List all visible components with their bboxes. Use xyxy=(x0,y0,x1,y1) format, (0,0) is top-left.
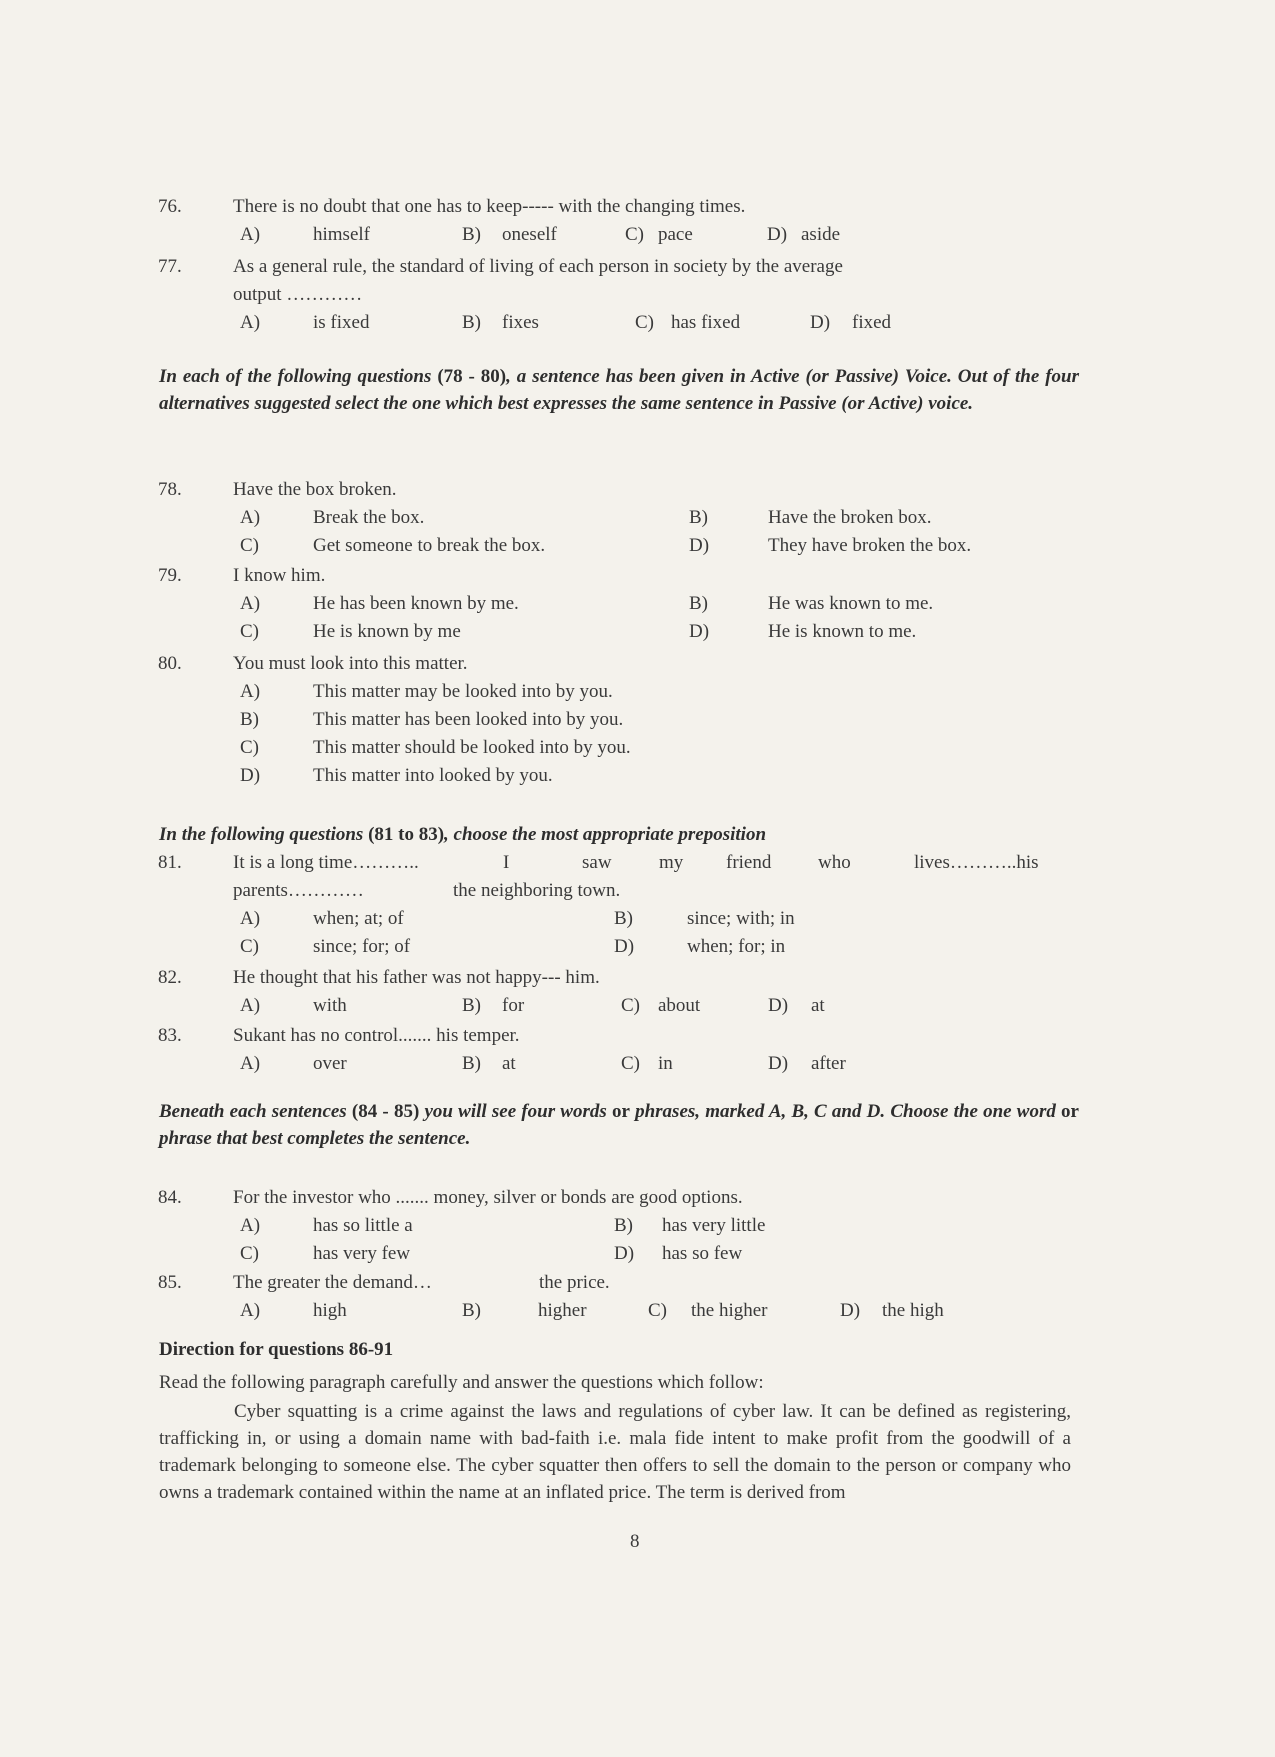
question-stem: As a general rule, the standard of living of each person in society by the average xyxy=(233,256,843,277)
option-text: This matter into looked by you. xyxy=(313,765,553,786)
question-stem: the price. xyxy=(539,1272,610,1293)
options-row xyxy=(0,504,1275,532)
question-number: 80. xyxy=(158,653,182,674)
question-range: (81 to 83) xyxy=(368,824,445,845)
question-stem: There is no doubt that one has to keep----- with the changing times. xyxy=(233,196,746,217)
question-number: 77. xyxy=(158,256,182,277)
option-text: high xyxy=(313,1300,347,1321)
stem-word: who xyxy=(818,852,851,873)
option-text: pace xyxy=(658,224,693,245)
question-range: (84 - 85) xyxy=(351,1101,420,1122)
option-text: in xyxy=(658,1053,673,1074)
option-label: B) xyxy=(462,224,481,245)
instruction-text: Read the following paragraph carefully and answer the questions which follow: xyxy=(159,1372,764,1393)
option-text: with xyxy=(313,995,347,1016)
option-text: when; at; of xyxy=(313,908,404,929)
option-text: Have the broken box. xyxy=(768,507,932,528)
stem-word: friend xyxy=(726,852,772,873)
option-text: He is known to me. xyxy=(768,621,917,642)
question-number: 79. xyxy=(158,565,182,586)
options-row xyxy=(0,532,1275,560)
option-label: A) xyxy=(240,507,261,528)
option-label: B) xyxy=(240,709,259,730)
option-label: B) xyxy=(614,1215,633,1236)
question-stem: Sukant has no control....... his temper. xyxy=(233,1025,520,1046)
option-label: A) xyxy=(240,224,261,245)
options-row xyxy=(0,221,1275,249)
direction-text: In the following questions xyxy=(159,824,369,845)
options-row xyxy=(0,309,1275,337)
option-text: at xyxy=(811,995,825,1016)
question-stem: The greater the demand… xyxy=(233,1272,432,1293)
option-label: A) xyxy=(240,1300,261,1321)
option-text: himself xyxy=(313,224,370,245)
direction-78-80 xyxy=(159,363,1079,417)
stem-word: I xyxy=(503,852,510,873)
question-stem: For the investor who ....... money, silver or bonds are good options. xyxy=(233,1187,743,1208)
option-label: C) xyxy=(240,737,259,758)
option-label: C) xyxy=(240,621,259,642)
options-row xyxy=(0,590,1275,618)
question-81 xyxy=(0,849,1275,961)
question-stem-continued: the neighboring town. xyxy=(453,880,621,901)
stem-word: my xyxy=(659,852,684,873)
option-text: has very little xyxy=(662,1215,766,1236)
option-text: has fixed xyxy=(671,312,741,333)
option-label: B) xyxy=(462,1300,481,1321)
option-text: aside xyxy=(801,224,841,245)
option-label: B) xyxy=(614,908,633,929)
section-heading: Direction for questions 86-91 xyxy=(159,1339,394,1360)
stem-word: lives………..his xyxy=(914,852,1039,873)
question-number: 78. xyxy=(158,479,182,500)
option-text: fixes xyxy=(502,312,539,333)
question-number: 83. xyxy=(158,1025,182,1046)
option-text: after xyxy=(811,1053,846,1074)
option-text: fixed xyxy=(852,312,892,333)
option-label: B) xyxy=(689,507,708,528)
options-row xyxy=(0,1297,1275,1325)
option-label: B) xyxy=(462,312,481,333)
option-label: A) xyxy=(240,995,261,1016)
question-85 xyxy=(0,1269,1275,1325)
option-label: C) xyxy=(621,1053,640,1074)
option-label: D) xyxy=(689,535,710,556)
question-number: 85. xyxy=(158,1272,182,1293)
question-number: 76. xyxy=(158,196,182,217)
option-text: since; for; of xyxy=(313,936,411,957)
direction-text: phrases, marked A, B, C and D. Choose the one word xyxy=(629,1101,1062,1122)
question-76 xyxy=(0,193,1275,249)
option-text: has very few xyxy=(313,1243,411,1264)
option-label: A) xyxy=(240,593,261,614)
question-number: 84. xyxy=(158,1187,182,1208)
option-label: A) xyxy=(240,312,261,333)
question-stem: He thought that his father was not happy--- him. xyxy=(233,967,600,988)
option-text: for xyxy=(502,995,525,1016)
option-text: He has been known by me. xyxy=(313,593,519,614)
option-label: A) xyxy=(240,908,261,929)
option-text: about xyxy=(658,995,701,1016)
direction-text: you will see four words xyxy=(419,1101,612,1122)
reading-paragraph: Cyber squatting is a crime against the laws and regulations of cyber law. It can be defined as registering, trafficking in, or using a domain name with bad-faith i.e. mala fide intent to make profit from the goodwill of a trademark belonging to someone else. The cyber squatter then offers to sell the domain to the person or company who owns a trademark contained within the name at an inflated price. The term is derived from xyxy=(159,1401,1071,1503)
option-label: C) xyxy=(240,936,259,957)
option-label: C) xyxy=(648,1300,667,1321)
option-text: has so little a xyxy=(313,1215,413,1236)
direction-84-85 xyxy=(159,1098,1079,1152)
options-row xyxy=(0,905,1275,933)
option-text: is fixed xyxy=(313,312,370,333)
direction-text: or xyxy=(611,1101,630,1122)
option-label: D) xyxy=(810,312,831,333)
option-text: This matter has been looked into by you. xyxy=(313,709,624,730)
direction-text: or xyxy=(1061,1101,1079,1122)
option-text: They have broken the box. xyxy=(768,535,972,556)
page-number: 8 xyxy=(630,1531,640,1552)
question-range: (78 - 80) xyxy=(437,366,507,387)
option-text: at xyxy=(502,1053,516,1074)
option-label: C) xyxy=(621,995,640,1016)
option-text: over xyxy=(313,1053,347,1074)
option-label: D) xyxy=(614,1243,635,1264)
options-row xyxy=(0,618,1275,646)
option-label: B) xyxy=(462,995,481,1016)
option-label: B) xyxy=(462,1053,481,1074)
question-83 xyxy=(0,1022,1275,1078)
option-label: D) xyxy=(614,936,635,957)
direction-81-83 xyxy=(159,821,1079,848)
option-label: D) xyxy=(240,765,261,786)
direction-text: phrase that best completes the sentence. xyxy=(159,1128,471,1149)
option-label: C) xyxy=(625,224,644,245)
question-78 xyxy=(0,476,1275,560)
direction-text: , choose the most appropriate preposition xyxy=(444,824,767,845)
question-stem: You must look into this matter. xyxy=(233,653,468,674)
option-label: D) xyxy=(768,995,789,1016)
question-84 xyxy=(0,1184,1275,1268)
stem-word: It is a long time……….. xyxy=(233,852,419,873)
question-77 xyxy=(0,253,1275,337)
question-82 xyxy=(0,964,1275,1020)
stem-word: saw xyxy=(582,852,612,873)
option-text: He is known by me xyxy=(313,621,461,642)
option-label: D) xyxy=(767,224,788,245)
option-label: C) xyxy=(240,1243,259,1264)
direction-text: In each of the following questions xyxy=(159,366,438,387)
question-stem: I know him. xyxy=(233,565,326,586)
option-text: when; for; in xyxy=(687,936,786,957)
option-text: has so few xyxy=(662,1243,743,1264)
option-text: He was known to me. xyxy=(768,593,934,614)
question-number: 81. xyxy=(158,852,182,873)
option-text: This matter may be looked into by you. xyxy=(313,681,613,702)
option-label: C) xyxy=(240,535,259,556)
question-stem-continued: output ………… xyxy=(233,284,363,305)
option-text: Get someone to break the box. xyxy=(313,535,546,556)
option-text: the high xyxy=(882,1300,944,1321)
question-stem: Have the box broken. xyxy=(233,479,397,500)
direction-text: Beneath each sentences xyxy=(159,1101,352,1122)
option-label: D) xyxy=(689,621,710,642)
options-row xyxy=(0,1212,1275,1240)
option-label: A) xyxy=(240,681,261,702)
option-text: oneself xyxy=(502,224,557,245)
options-row xyxy=(0,1240,1275,1268)
option-label: A) xyxy=(240,1215,261,1236)
option-text: This matter should be looked into by you. xyxy=(313,737,631,758)
option-text: higher xyxy=(538,1300,587,1321)
question-stem-continued: parents………… xyxy=(233,880,364,901)
question-number: 82. xyxy=(158,967,182,988)
question-79 xyxy=(0,562,1275,646)
options-row xyxy=(0,992,1275,1020)
option-text: since; with; in xyxy=(687,908,795,929)
options-row xyxy=(0,933,1275,961)
question-80 xyxy=(0,650,1275,790)
option-label: C) xyxy=(635,312,654,333)
option-label: A) xyxy=(240,1053,261,1074)
option-label: D) xyxy=(840,1300,861,1321)
direction-text: , a sentence has been given in Active (or Passive) Voice. Out of the four alternatives suggested select the one which best expresses the same sentence in Passive (or Active) voice. xyxy=(159,366,1079,414)
option-text: the higher xyxy=(691,1300,768,1321)
option-text: Break the box. xyxy=(313,507,425,528)
option-label: D) xyxy=(768,1053,789,1074)
option-label: B) xyxy=(689,593,708,614)
options-row xyxy=(0,1050,1275,1078)
